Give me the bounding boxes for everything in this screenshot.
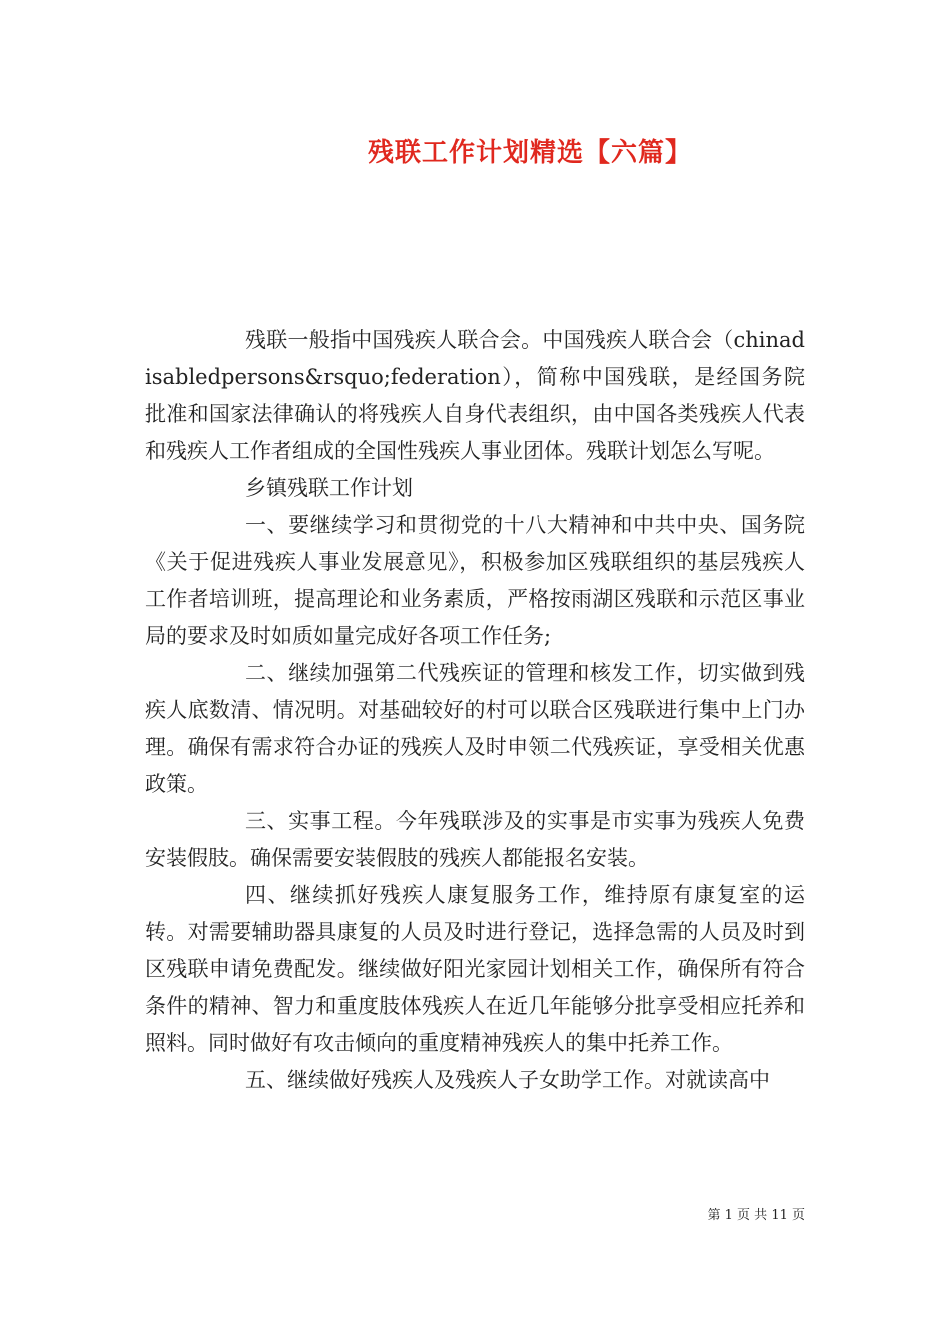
document-body: [145, 322, 805, 1099]
page-number-footer: 第 1 页 共 11 页: [707, 1208, 805, 1223]
paragraph-item-2: 二、继续加强第二代残疾证的管理和核发工作，切实做到残疾人底数清、情况明。对基础较好的村可以联合区残联进行集中上门办理。确保有需求符合办证的残疾人及时申领二代残疾证，享受相关优惠政策。: [145, 661, 805, 796]
paragraph-intro: 残联一般指中国残疾人联合会。中国残疾人联合会（chinadisabledpersons&rsquo;federation），简称中国残联，是经国务院批准和国家法律确认的将残疾人自身代表组织，由中国各类残疾人代表和残疾人工作者组成的全国性残疾人事业团体。残联计划怎么写呢。: [145, 328, 805, 463]
paragraph-subheading: 乡镇残联工作计划: [245, 476, 413, 500]
document-title: 残联工作计划精选【六篇】: [367, 138, 692, 168]
paragraph-item-4: 四、继续抓好残疾人康复服务工作，维持原有康复室的运转。对需要辅助器具康复的人员及时进行登记，选择急需的人员及时到区残联申请免费配发。继续做好阳光家园计划相关工作，确保所有符合条件的精神、智力和重度肢体残疾人在近几年能够分批享受相应托养和照料。同时做好有攻击倾向的重度精神残疾人的集中托养工作。: [145, 883, 805, 1055]
paragraph-item-5: 五、继续做好残疾人及残疾人子女助学工作。对就读高中: [245, 1068, 770, 1092]
paragraph-item-3: 三、实事工程。今年残联涉及的实事是市实事为残疾人免费安装假肢。确保需要安装假肢的残疾人都能报名安装。: [145, 809, 805, 870]
paragraph-item-1: 一、要继续学习和贯彻党的十八大精神和中共中央、国务院《关于促进残疾人事业发展意见》，积极参加区残联组织的基层残疾人工作者培训班，提高理论和业务素质，严格按雨湖区残联和示范区事业局的要求及时如质如量完成好各项工作任务;: [145, 513, 805, 648]
